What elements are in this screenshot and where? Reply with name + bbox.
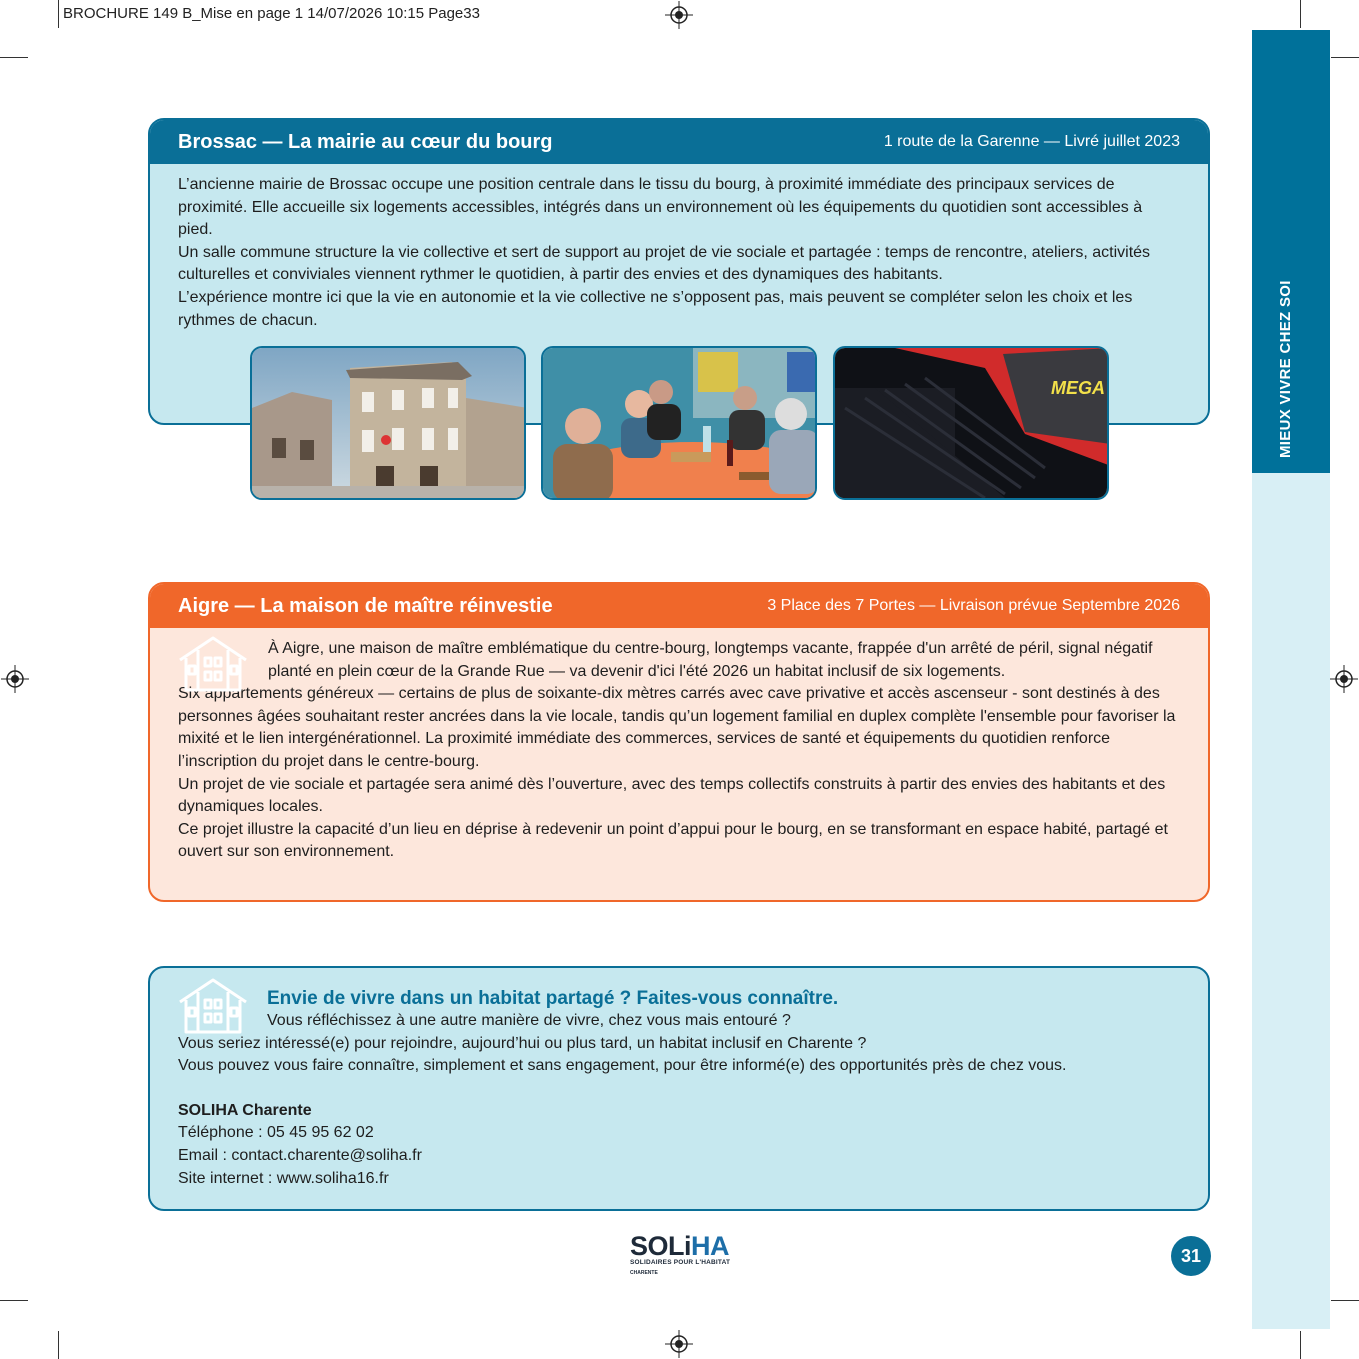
crop-mark	[1331, 1300, 1359, 1301]
photo-repas	[541, 346, 817, 500]
brossac-title: Brossac — La mairie au cœur du bourg	[178, 130, 553, 153]
contact-line: Vous pouvez vous faire connaître, simplement et sans engagement, pour être informé(e) des opportunités près de chez vous.	[178, 1057, 1067, 1075]
logo-soli: SOLi	[630, 1231, 692, 1261]
contact-title: Envie de vivre dans un habitat partagé ? Faites-vous connaître.	[267, 988, 839, 1009]
contact-organization: SOLIHA Charente	[178, 1101, 312, 1119]
paragraph: Six appartements généreux — certains de plus de soixante-dix mètres carrés avec cave privative et accès ascenseur - sont destinés à des personnes âgées souhaitant rester ancrées dans la vie locale, tandis qu’un logement familial en duplex complète l'ensemble pour favoriser la mixité et le lien intergénérationnel. La proximité immédiate des commerces, services de santé et équipements du quotidien renforce l’inscription du projet dans le centre-bourg.	[178, 685, 1176, 770]
brossac-text	[150, 164, 1208, 332]
side-band-light	[1252, 473, 1330, 1329]
brossac-card-header	[150, 120, 1208, 164]
contact-email[interactable]: Email : contact.charente@soliha.fr	[178, 1146, 422, 1164]
contact-card	[148, 966, 1210, 1211]
photo-mairie	[250, 346, 526, 500]
section-label: MIEUX VIVRE CHEZ SOI	[1277, 280, 1294, 458]
contact-line: Vous seriez intéressé(e) pour rejoindre, aujourd’hui ou plus tard, un habitat inclusif en Charente ?	[178, 1034, 867, 1052]
crop-mark	[0, 1300, 28, 1301]
brossac-address: 1 route de la Garenne — Livré juillet 2023	[883, 133, 1180, 150]
logo-tagline: SOLIDAIRES POUR L'HABITAT	[630, 1259, 731, 1266]
house-icon	[178, 636, 248, 692]
aigre-text	[150, 628, 1208, 864]
paragraph: L’ancienne mairie de Brossac occupe une position centrale dans le tissu du bourg, à proximité immédiate des principaux services de proximité. Elle accueille six logements accessibles, intégrés dans un environnement où les équipements du quotidien sont accessibles à pied.	[178, 176, 1143, 239]
paragraph: Un salle commune structure la vie collective et sert de support au projet de vie sociale et partagée : temps de rencontre, ateliers, activités culturelles et conviviales viennent rythmer le quotidien, à partir des envies et des dynamiques des habitants.	[178, 243, 1151, 284]
print-slug: BROCHURE 149 B_Mise en page 1 14/07/2026 10:15 Page33	[63, 5, 480, 22]
page-number: 31	[1171, 1236, 1211, 1276]
aigre-card	[148, 582, 1210, 902]
registration-mark-icon	[665, 1, 693, 29]
crop-mark	[58, 1331, 59, 1359]
aigre-address: 3 Place des 7 Portes — Livraison prévue Septembre 2026	[767, 597, 1180, 614]
contact-website[interactable]: Site internet : www.soliha16.fr	[178, 1169, 389, 1187]
registration-mark-icon	[665, 1330, 693, 1358]
logo-ha: HA	[691, 1231, 730, 1261]
contact-text	[178, 1010, 1180, 1190]
crop-mark	[1331, 57, 1359, 58]
paragraph: L’expérience montre ici que la vie en autonomie et la vie collective ne s’opposent pas, mais peuvent se compléter selon les choix et les rythmes de chacun.	[178, 288, 1133, 329]
crop-mark	[1300, 1331, 1301, 1359]
aigre-card-header	[150, 584, 1208, 628]
contact-phone[interactable]: Téléphone : 05 45 95 62 02	[178, 1124, 374, 1142]
photo-cinema	[833, 346, 1109, 500]
registration-mark-icon	[1, 665, 29, 693]
crop-mark	[0, 57, 28, 58]
paragraph: Un projet de vie sociale et partagée sera animé dès l’ouverture, avec des temps collectifs construits à partir des envies des habitants et des dynamiques locales.	[178, 775, 1166, 816]
soliha-logo	[630, 1233, 730, 1276]
aigre-title: Aigre — La maison de maître réinvestie	[178, 594, 553, 617]
logo-region: CHARENTE	[630, 1270, 658, 1276]
contact-line: Vous réfléchissez à une autre manière de vivre, chez vous mais entouré ?	[267, 1012, 791, 1029]
paragraph: Ce projet illustre la capacité d’un lieu en déprise à redevenir un point d’appui pour le bourg, en se transformant en espace habité, partagé et ouvert sur son environnement.	[178, 820, 1168, 861]
house-icon	[178, 978, 248, 1034]
crop-mark	[58, 0, 59, 28]
cinema-screen-text: MEGA	[1051, 378, 1105, 398]
registration-mark-icon	[1330, 665, 1358, 693]
crop-mark	[1300, 0, 1301, 28]
paragraph: À Aigre, une maison de maître emblématique du centre-bourg, longtemps vacante, frappée d'un arrêté de péril, signal négatif planté en plein cœur de la Grande Rue — va devenir d'ici l'été 2026 un habitat inclusif de six logements.	[268, 640, 1153, 680]
